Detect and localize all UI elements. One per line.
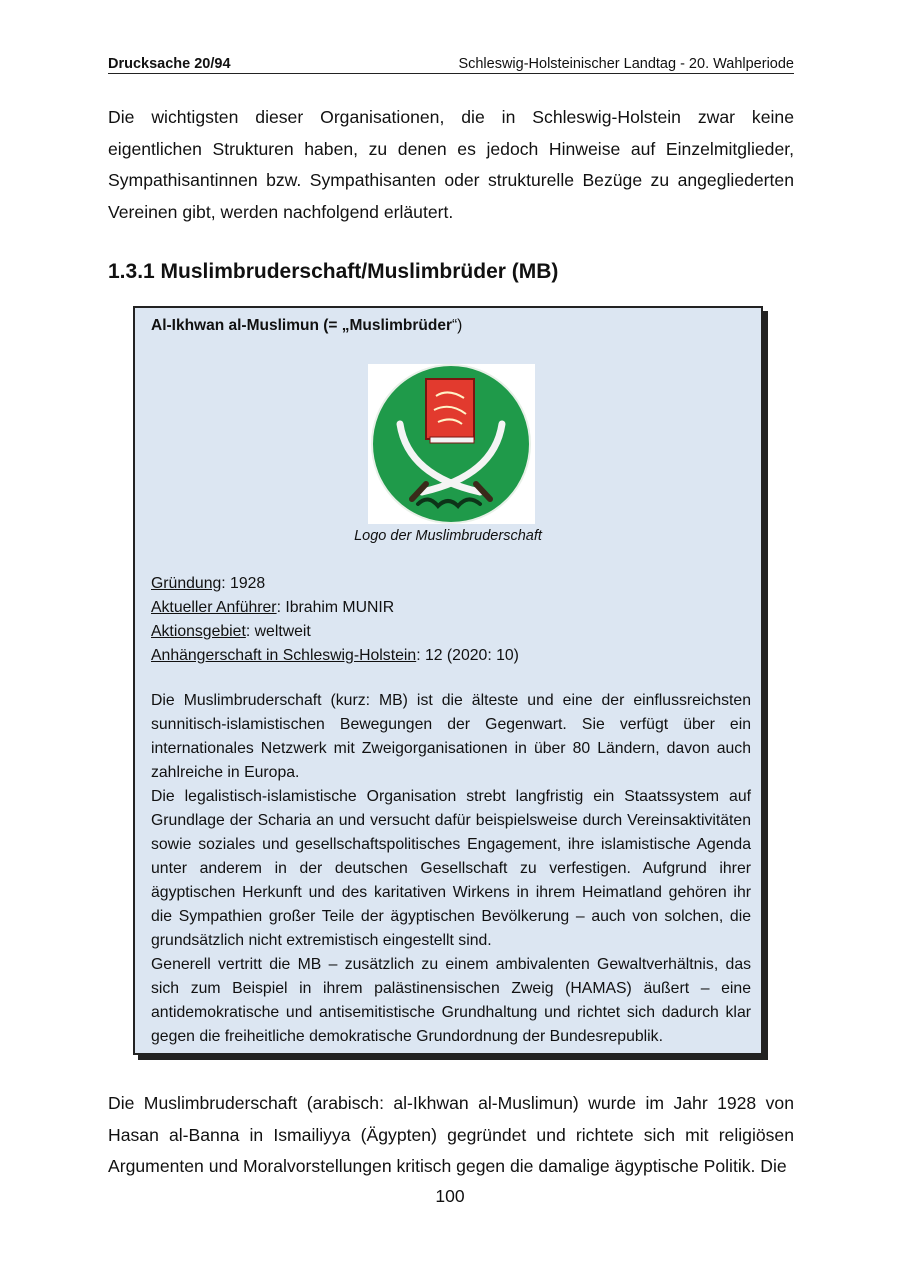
section-heading: 1.3.1 Muslimbruderschaft/Muslimbrüder (MB) — [108, 260, 559, 283]
fact-founding — [151, 572, 519, 596]
infobox — [133, 306, 763, 1055]
fact-followers — [151, 644, 519, 668]
infobox-body — [151, 689, 751, 1049]
fact-value: : Ibrahim MUNIR — [276, 599, 395, 616]
fact-label: Aktueller Anführer — [151, 599, 277, 616]
fact-value: : 1928 — [221, 575, 266, 592]
fact-value: : 12 (2020: 10) — [416, 647, 519, 664]
logo-caption: Logo der Muslimbruderschaft — [354, 528, 542, 544]
fact-label: Gründung — [151, 575, 222, 592]
infobox-title — [151, 317, 462, 335]
infobox-title-tail: “) — [452, 317, 463, 334]
facts-list — [151, 572, 519, 668]
parliament-name: Schleswig-Holsteinischer Landtag - 20. Wahlperiode — [458, 56, 794, 72]
fact-area — [151, 620, 519, 644]
page-number: 100 — [435, 1186, 465, 1206]
fact-leader — [151, 596, 519, 620]
muslim-brotherhood-emblem-icon — [368, 364, 535, 524]
intro-paragraph: Die wichtigsten dieser Organisationen, die in Schleswig-Holstein zwar keine eigentlichen Strukturen haben, zu denen es jedoch Hinweise auf Einzelmitglieder, Sympathisantinnen bzw. Sympathisanten oder strukturelle Bezüge zu angegliederten Vereinen gibt, werden nachfolgend erläutert. — [108, 107, 794, 222]
closing-paragraph: Die Muslimbruderschaft (arabisch: al-Ikhwan al-Muslimun) wurde im Jahr 1928 von Hasan al-Banna in Ismailiyya (Ägypten) gegründet und richtete sich mit religiösen Argumenten und Moralvorstellungen kritisch gegen die damalige ägyptische Politik. Die — [108, 1093, 794, 1176]
fact-value: : weltweit — [245, 623, 311, 640]
infobox-paragraph: Generell vertritt die MB – zusätzlich zu einem ambivalenten Gewaltverhältnis, das sich zum Beispiel in ihrem palästinensischen Zweig (HAMAS) äußert – eine antidemokratische und antisemitistische Grundhaltung und richtet sich dadurch klar gegen die freiheitliche demokratische Grundordnung der Bundesrepublik. — [151, 956, 751, 1045]
fact-label: Anhängerschaft in Schleswig-Holstein — [151, 647, 417, 664]
document-number: Drucksache 20/94 — [108, 56, 231, 72]
infobox-title-bold: Al-Ikhwan al-Muslimun (= „Muslimbrüder — [151, 317, 452, 334]
page-header — [108, 55, 794, 74]
infobox-paragraph: Die legalistisch-islamistische Organisation strebt langfristig ein Staatssystem auf Grundlage der Scharia an und versucht dafür beispielsweise durch Vereinsaktivitäten sowie soziales und gesellschaftspolitisches Engagement, ihre islamistische Agenda unter anderem in der deutschen Gesellschaft zu verfestigen. Aufgrund ihrer ägyptischen Herkunft und des karitativen Wirkens in ihrem Heimatland gehören ihr die Sympathien großer Teile der ägyptischen Bevölkerung – auch von solchen, die grundsätzlich nicht extremistisch eingestellt sind. — [151, 788, 751, 949]
infobox-paragraph: Die Muslimbruderschaft (kurz: MB) ist die älteste und eine der einflussreichsten sunnitisch-islamistischen Bewegungen der Gegenwart. Sie verfügt über ein internationales Netzwerk mit Zweigorganisationen in über 80 Ländern, davon auch zahlreiche in Europa. — [151, 692, 751, 781]
fact-label: Aktionsgebiet — [151, 623, 246, 640]
